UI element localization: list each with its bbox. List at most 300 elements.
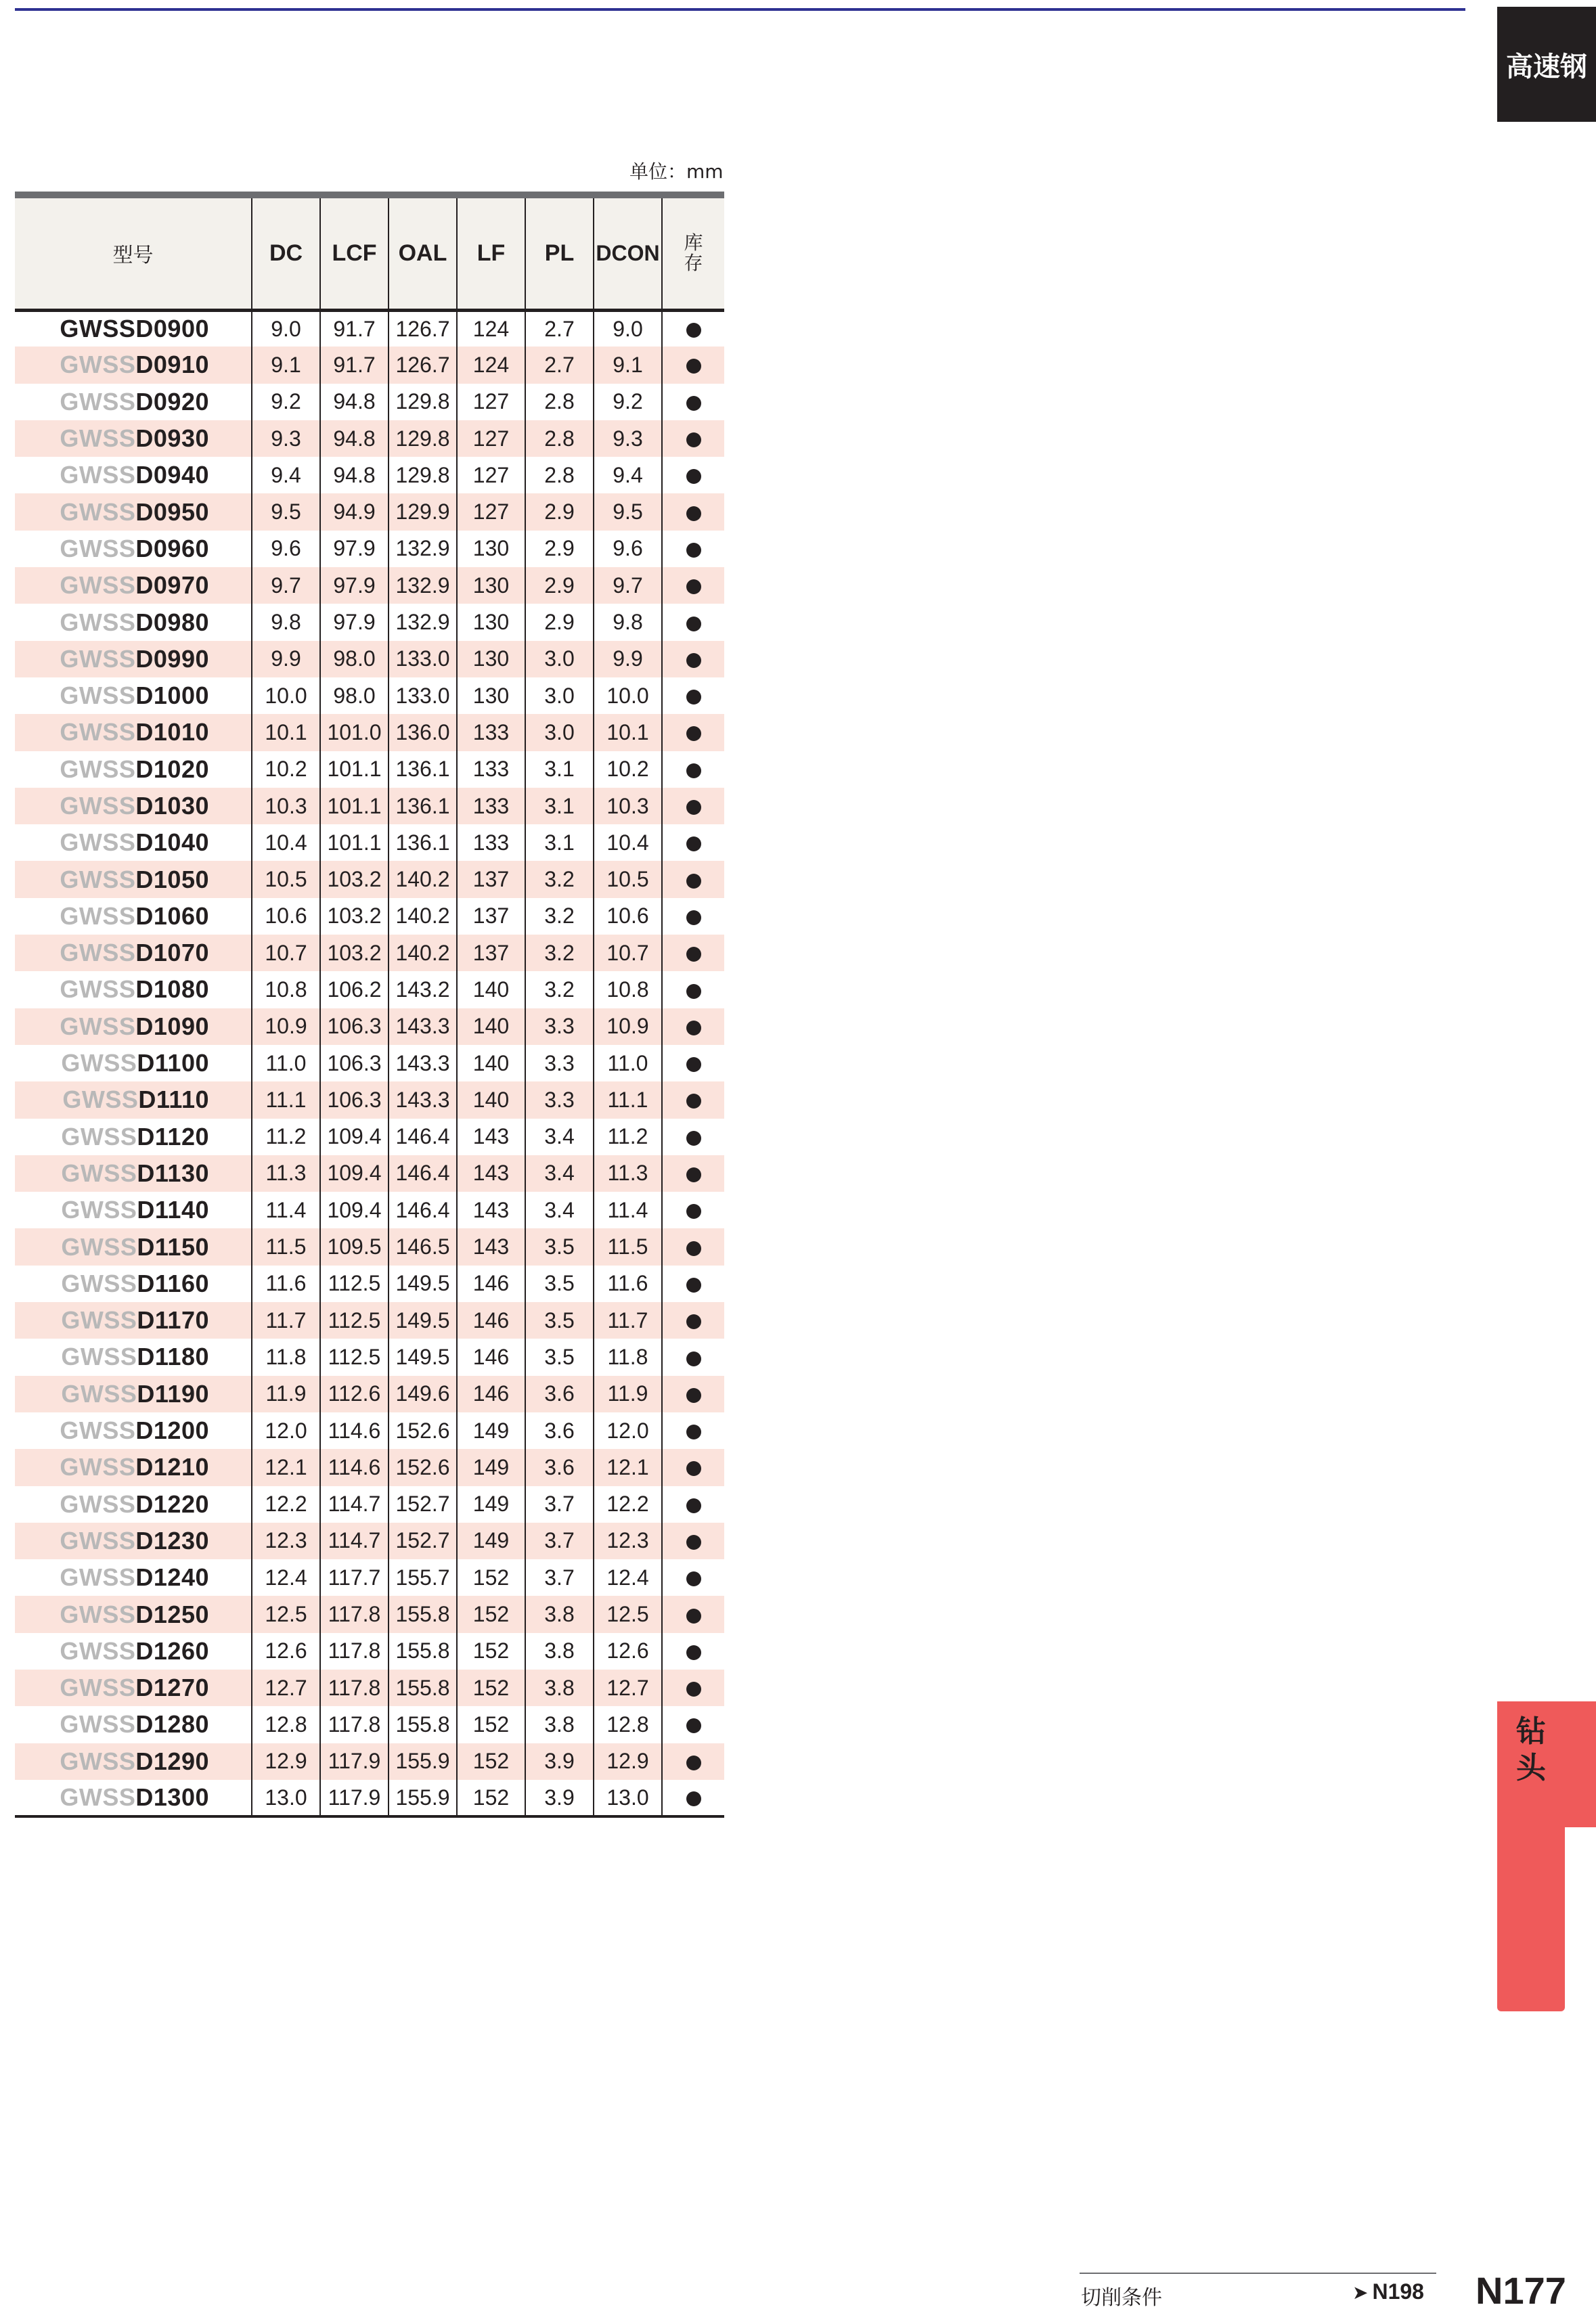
dcon-cell: 11.0 [594, 1045, 662, 1081]
model-cell [15, 567, 252, 604]
model-cell [15, 1339, 252, 1375]
table-row [15, 1081, 724, 1118]
dcon-cell: 12.6 [594, 1633, 662, 1670]
dc-cell: 11.9 [252, 1376, 320, 1412]
pl-cell: 3.2 [525, 861, 594, 897]
model-prefix: GWSS [60, 644, 136, 673]
dcon-cell: 11.6 [594, 1266, 662, 1302]
model-cell [15, 1266, 252, 1302]
category-tab: 高速钢 [1497, 7, 1596, 122]
model-code: D0920 [135, 387, 209, 416]
stock-dot-icon [686, 1351, 701, 1366]
lf-cell: 143 [457, 1119, 525, 1155]
oal-cell: 140.2 [389, 935, 457, 971]
oal-cell: 133.0 [389, 641, 457, 677]
side-tab[interactable] [1497, 1701, 1596, 1827]
model-code: D0980 [135, 608, 209, 636]
lcf-cell: 94.9 [320, 493, 389, 530]
lf-cell: 130 [457, 641, 525, 677]
model-cell [15, 493, 252, 530]
lf-cell: 133 [457, 824, 525, 861]
table-row [15, 1633, 724, 1670]
oal-cell: 149.6 [389, 1376, 457, 1412]
stock-dot-icon [686, 1388, 701, 1403]
model-code: D0900 [135, 315, 209, 343]
lf-cell: 152 [457, 1633, 525, 1670]
table-row [15, 1486, 724, 1523]
top-rule [15, 8, 1465, 11]
pl-cell: 3.8 [525, 1706, 594, 1743]
stock-dot-icon [686, 469, 701, 484]
dcon-cell: 11.8 [594, 1339, 662, 1375]
model-prefix: GWSS [60, 1490, 136, 1518]
dcon-cell: 9.3 [594, 420, 662, 457]
pl-cell: 3.5 [525, 1228, 594, 1265]
model-cell [15, 1192, 252, 1228]
dc-cell: 9.2 [252, 384, 320, 420]
lcf-cell: 114.7 [320, 1523, 389, 1559]
stock-dot-icon [686, 1645, 701, 1660]
table-row [15, 971, 724, 1008]
model-prefix: GWSS [61, 1232, 137, 1261]
pl-cell: 3.5 [525, 1339, 594, 1375]
model-cell [15, 384, 252, 420]
pl-cell: 2.7 [525, 310, 594, 347]
dcon-cell: 10.7 [594, 935, 662, 971]
stock-dot-icon [686, 1314, 701, 1329]
table-row [15, 1523, 724, 1559]
table-body [15, 310, 724, 1816]
dcon-cell: 9.9 [594, 641, 662, 677]
dc-cell: 11.5 [252, 1228, 320, 1265]
lf-cell: 152 [457, 1670, 525, 1706]
lcf-cell: 94.8 [320, 384, 389, 420]
dcon-cell: 10.8 [594, 971, 662, 1008]
model-code: D1120 [137, 1122, 209, 1150]
stock-dot-icon [686, 1241, 701, 1256]
pl-cell: 3.7 [525, 1523, 594, 1559]
header-oal: OAL [389, 195, 457, 310]
table-row [15, 1780, 724, 1816]
model-code: D0950 [135, 497, 209, 526]
model-code: D1230 [135, 1526, 209, 1555]
oal-cell: 155.7 [389, 1559, 457, 1596]
lf-cell: 152 [457, 1559, 525, 1596]
pl-cell: 3.4 [525, 1192, 594, 1228]
dcon-cell: 12.0 [594, 1412, 662, 1449]
model-prefix: GWSS [60, 939, 136, 967]
table-row [15, 1339, 724, 1375]
stock-dot-icon [686, 653, 701, 668]
pl-cell: 3.7 [525, 1486, 594, 1523]
stock-dot-icon [686, 1571, 701, 1586]
stock-cell [662, 1192, 724, 1228]
header-lcf: LCF [320, 195, 389, 310]
stock-dot-icon [686, 396, 701, 411]
lcf-cell: 117.9 [320, 1743, 389, 1780]
oal-cell: 126.7 [389, 310, 457, 347]
model-prefix: GWSS [60, 681, 136, 710]
stock-cell [662, 1266, 724, 1302]
stock-cell [662, 567, 724, 604]
model-cell [15, 861, 252, 897]
oal-cell: 129.8 [389, 384, 457, 420]
footer-ref-page: N198 [1372, 2279, 1424, 2304]
model-prefix: GWSS [61, 1306, 137, 1335]
dc-cell: 10.0 [252, 677, 320, 714]
dcon-cell: 10.0 [594, 677, 662, 714]
pl-cell: 2.9 [525, 604, 594, 640]
oal-cell: 152.7 [389, 1486, 457, 1523]
dcon-cell: 12.7 [594, 1670, 662, 1706]
lcf-cell: 112.5 [320, 1339, 389, 1375]
model-prefix: GWSS [62, 1086, 139, 1114]
lcf-cell: 106.3 [320, 1008, 389, 1045]
table-row [15, 1192, 724, 1228]
oal-cell: 155.8 [389, 1706, 457, 1743]
stock-dot-icon [686, 432, 701, 447]
model-code: D1270 [135, 1674, 209, 1702]
table-row [15, 531, 724, 567]
stock-dot-icon [686, 910, 701, 925]
model-cell [15, 420, 252, 457]
lf-cell: 140 [457, 1081, 525, 1118]
model-prefix: GWSS [60, 755, 136, 783]
model-cell [15, 641, 252, 677]
stock-dot-icon [686, 1425, 701, 1439]
dc-cell: 10.2 [252, 751, 320, 788]
stock-dot-icon [686, 763, 701, 778]
dcon-cell: 11.9 [594, 1376, 662, 1412]
table-row [15, 1302, 724, 1339]
model-prefix: GWSS [60, 608, 136, 636]
stock-dot-icon [686, 1498, 701, 1513]
model-code: D1180 [137, 1343, 209, 1371]
table-row [15, 1155, 724, 1192]
stock-dot-icon [686, 1682, 701, 1697]
model-prefix: GWSS [60, 351, 136, 379]
dc-cell: 12.8 [252, 1706, 320, 1743]
dc-cell: 11.8 [252, 1339, 320, 1375]
model-prefix: GWSS [60, 792, 136, 820]
pl-cell: 3.2 [525, 935, 594, 971]
stock-dot-icon [686, 579, 701, 594]
stock-cell [662, 1596, 724, 1632]
dc-cell: 11.2 [252, 1119, 320, 1155]
stock-cell [662, 714, 724, 751]
lf-cell: 146 [457, 1376, 525, 1412]
stock-dot-icon [686, 1535, 701, 1550]
table-row [15, 310, 724, 347]
dcon-cell: 13.0 [594, 1780, 662, 1816]
lf-cell: 149 [457, 1523, 525, 1559]
header-dcon: DCON [594, 195, 662, 310]
model-prefix: GWSS [60, 571, 136, 600]
dc-cell: 12.1 [252, 1449, 320, 1485]
lf-cell: 140 [457, 1045, 525, 1081]
dcon-cell: 10.2 [594, 751, 662, 788]
lf-cell: 149 [457, 1412, 525, 1449]
oal-cell: 152.6 [389, 1412, 457, 1449]
lcf-cell: 109.4 [320, 1119, 389, 1155]
lcf-cell: 109.5 [320, 1228, 389, 1265]
lf-cell: 152 [457, 1706, 525, 1743]
table-row [15, 493, 724, 530]
stock-cell [662, 788, 724, 824]
stock-cell [662, 1706, 724, 1743]
pl-cell: 3.2 [525, 898, 594, 935]
table-row [15, 1008, 724, 1045]
dcon-cell: 10.3 [594, 788, 662, 824]
dcon-cell: 9.8 [594, 604, 662, 640]
stock-dot-icon [686, 874, 701, 889]
oal-cell: 143.3 [389, 1008, 457, 1045]
table-row [15, 1449, 724, 1485]
oal-cell: 136.0 [389, 714, 457, 751]
model-prefix: GWSS [60, 1710, 136, 1739]
stock-cell [662, 347, 724, 383]
footer-section-label: 切削条件 [1081, 2286, 1162, 2310]
stock-cell [662, 1633, 724, 1670]
lf-cell: 146 [457, 1266, 525, 1302]
dcon-cell: 11.7 [594, 1302, 662, 1339]
pl-cell: 3.3 [525, 1081, 594, 1118]
dc-cell: 11.7 [252, 1302, 320, 1339]
pl-cell: 3.8 [525, 1670, 594, 1706]
stock-cell [662, 1376, 724, 1412]
oal-cell: 136.1 [389, 751, 457, 788]
stock-dot-icon [686, 1204, 701, 1219]
lf-cell: 133 [457, 788, 525, 824]
stock-cell [662, 824, 724, 861]
dc-cell: 13.0 [252, 1780, 320, 1816]
dcon-cell: 9.0 [594, 310, 662, 347]
lf-cell: 130 [457, 531, 525, 567]
dc-cell: 9.3 [252, 420, 320, 457]
dcon-cell: 12.1 [594, 1449, 662, 1485]
oal-cell: 140.2 [389, 861, 457, 897]
pl-cell: 3.6 [525, 1449, 594, 1485]
dc-cell: 11.0 [252, 1045, 320, 1081]
model-cell [15, 1523, 252, 1559]
model-code: D1010 [135, 718, 209, 746]
stock-cell [662, 1008, 724, 1045]
side-tab-label: 钻头 [1516, 1714, 1546, 1785]
pl-cell: 3.8 [525, 1633, 594, 1670]
model-prefix: GWSS [60, 1674, 136, 1702]
pl-cell: 3.1 [525, 824, 594, 861]
lcf-cell: 114.6 [320, 1449, 389, 1485]
table-row [15, 714, 724, 751]
dcon-cell: 10.1 [594, 714, 662, 751]
lf-cell: 130 [457, 604, 525, 640]
footer-rule [1080, 2273, 1436, 2274]
lcf-cell: 112.5 [320, 1302, 389, 1339]
oal-cell: 155.9 [389, 1780, 457, 1816]
lcf-cell: 117.8 [320, 1706, 389, 1743]
dcon-cell: 12.4 [594, 1559, 662, 1596]
table-row [15, 420, 724, 457]
oal-cell: 129.9 [389, 493, 457, 530]
dcon-cell: 11.5 [594, 1228, 662, 1265]
stock-dot-icon [686, 617, 701, 631]
model-cell [15, 1155, 252, 1192]
side-tab-extension [1497, 1820, 1565, 2011]
lf-cell: 152 [457, 1596, 525, 1632]
pl-cell: 2.9 [525, 493, 594, 530]
dcon-cell: 10.9 [594, 1008, 662, 1045]
model-cell [15, 1596, 252, 1632]
stock-cell [662, 641, 724, 677]
stock-cell [662, 493, 724, 530]
stock-cell [662, 1486, 724, 1523]
model-prefix: GWSS [60, 534, 136, 562]
model-code: D1150 [137, 1232, 209, 1261]
dc-cell: 12.5 [252, 1596, 320, 1632]
oal-cell: 152.7 [389, 1523, 457, 1559]
table-row [15, 641, 724, 677]
pl-cell: 3.0 [525, 714, 594, 751]
lcf-cell: 101.1 [320, 751, 389, 788]
dc-cell: 10.7 [252, 935, 320, 971]
stock-cell [662, 1228, 724, 1265]
dc-cell: 11.1 [252, 1081, 320, 1118]
lf-cell: 137 [457, 898, 525, 935]
model-prefix: GWSS [60, 424, 136, 453]
model-code: D0960 [135, 534, 209, 562]
model-cell [15, 604, 252, 640]
pl-cell: 3.9 [525, 1780, 594, 1816]
table-row [15, 898, 724, 935]
model-cell [15, 1412, 252, 1449]
lcf-cell: 117.8 [320, 1670, 389, 1706]
stock-dot-icon [686, 323, 701, 338]
stock-cell [662, 1412, 724, 1449]
table-row [15, 1706, 724, 1743]
dc-cell: 10.8 [252, 971, 320, 1008]
lf-cell: 137 [457, 861, 525, 897]
lf-cell: 149 [457, 1486, 525, 1523]
model-prefix: GWSS [61, 1343, 137, 1371]
model-code: D1100 [137, 1049, 209, 1077]
dc-cell: 9.5 [252, 493, 320, 530]
lcf-cell: 101.1 [320, 788, 389, 824]
oal-cell: 149.5 [389, 1302, 457, 1339]
lf-cell: 146 [457, 1302, 525, 1339]
lcf-cell: 91.7 [320, 347, 389, 383]
stock-cell [662, 751, 724, 788]
table-row [15, 1670, 724, 1706]
dc-cell: 12.0 [252, 1412, 320, 1449]
model-cell [15, 1228, 252, 1265]
lf-cell: 127 [457, 493, 525, 530]
model-cell [15, 677, 252, 714]
oal-cell: 126.7 [389, 347, 457, 383]
pl-cell: 3.4 [525, 1155, 594, 1192]
model-prefix: GWSS [60, 975, 136, 1004]
model-code: D1170 [137, 1306, 209, 1335]
model-cell [15, 935, 252, 971]
pl-cell: 3.5 [525, 1302, 594, 1339]
model-prefix: GWSS [60, 315, 136, 343]
oal-cell: 132.9 [389, 567, 457, 604]
lf-cell: 149 [457, 1449, 525, 1485]
model-cell [15, 1780, 252, 1816]
model-prefix: GWSS [61, 1196, 137, 1224]
stock-cell [662, 420, 724, 457]
model-code: D1110 [138, 1086, 209, 1114]
pl-cell: 2.8 [525, 384, 594, 420]
model-code: D0910 [135, 351, 209, 379]
footer-page-ref[interactable] [1352, 2279, 1424, 2304]
oal-cell: 143.3 [389, 1045, 457, 1081]
lcf-cell: 103.2 [320, 898, 389, 935]
model-prefix: GWSS [60, 1453, 136, 1481]
model-prefix: GWSS [61, 1379, 137, 1408]
pl-cell: 2.9 [525, 531, 594, 567]
stock-cell [662, 677, 724, 714]
model-cell [15, 751, 252, 788]
dc-cell: 10.1 [252, 714, 320, 751]
model-prefix: GWSS [60, 461, 136, 489]
table-row [15, 604, 724, 640]
table-row [15, 751, 724, 788]
oal-cell: 132.9 [389, 531, 457, 567]
model-code: D1300 [135, 1783, 209, 1812]
stock-cell [662, 1670, 724, 1706]
dc-cell: 9.8 [252, 604, 320, 640]
model-code: D0940 [135, 461, 209, 489]
dcon-cell: 9.1 [594, 347, 662, 383]
pl-cell: 3.1 [525, 751, 594, 788]
pl-cell: 3.0 [525, 677, 594, 714]
model-code: D1030 [135, 792, 209, 820]
model-prefix: GWSS [60, 1747, 136, 1775]
table-row [15, 1228, 724, 1265]
dc-cell: 12.2 [252, 1486, 320, 1523]
pl-cell: 2.8 [525, 457, 594, 493]
model-code: D0990 [135, 644, 209, 673]
dc-cell: 9.1 [252, 347, 320, 383]
stock-cell [662, 971, 724, 1008]
model-prefix: GWSS [60, 865, 136, 893]
model-code: D1200 [135, 1416, 209, 1445]
dcon-cell: 9.2 [594, 384, 662, 420]
dc-cell: 9.0 [252, 310, 320, 347]
lf-cell: 124 [457, 310, 525, 347]
stock-cell [662, 898, 724, 935]
table-row [15, 1743, 724, 1780]
pl-cell: 2.9 [525, 567, 594, 604]
dc-cell: 12.9 [252, 1743, 320, 1780]
dc-cell: 11.3 [252, 1155, 320, 1192]
model-cell [15, 310, 252, 347]
stock-cell [662, 310, 724, 347]
pl-cell: 3.5 [525, 1266, 594, 1302]
lf-cell: 146 [457, 1339, 525, 1375]
model-cell [15, 531, 252, 567]
oal-cell: 149.5 [389, 1339, 457, 1375]
stock-cell [662, 1559, 724, 1596]
oal-cell: 146.4 [389, 1119, 457, 1155]
lcf-cell: 97.9 [320, 567, 389, 604]
table-row [15, 677, 724, 714]
lcf-cell: 109.4 [320, 1192, 389, 1228]
table-row [15, 1596, 724, 1632]
page-number: N177 [1476, 2269, 1566, 2312]
stock-cell [662, 1081, 724, 1118]
model-cell [15, 1670, 252, 1706]
